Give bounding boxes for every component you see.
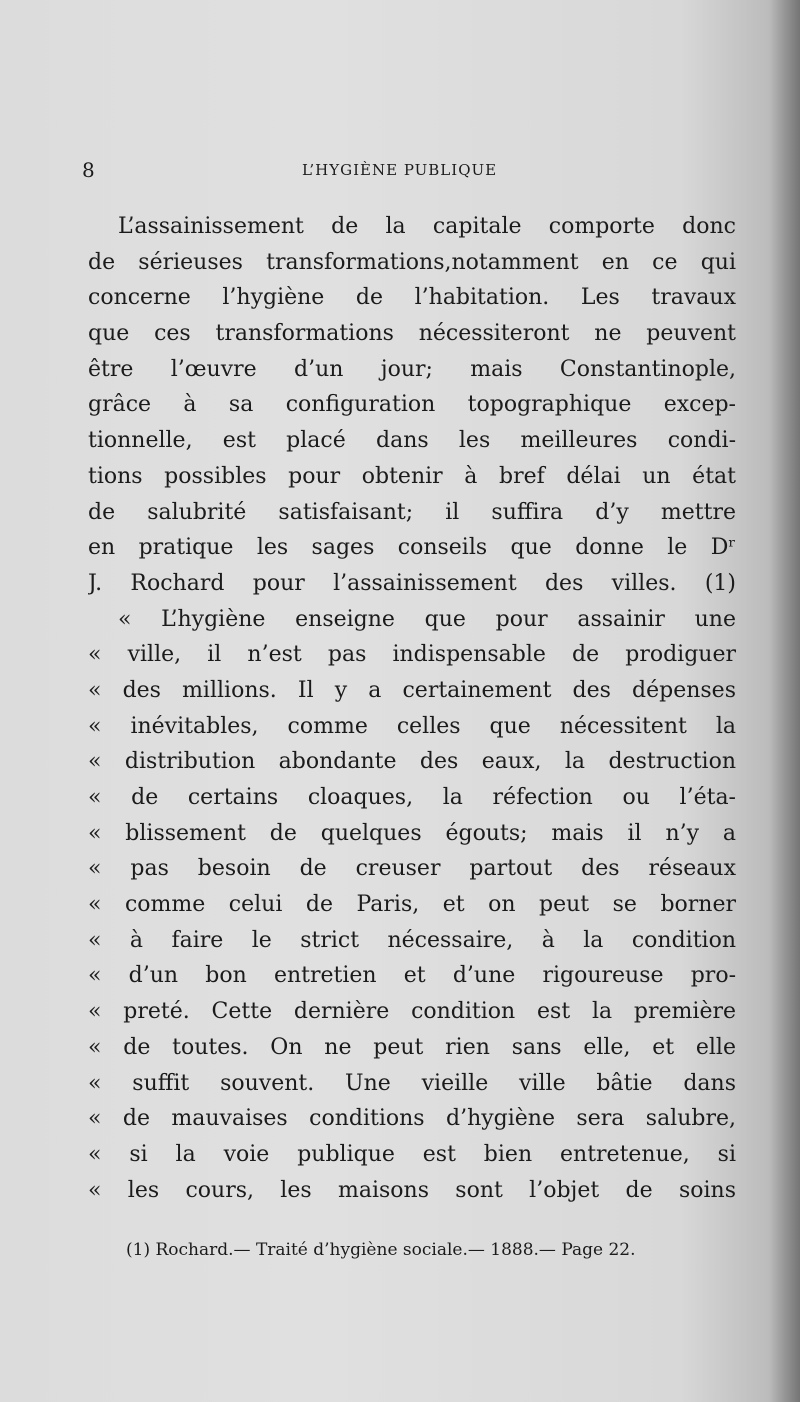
quote-line-2: « ville, il n’est pas indispensable de prodiguer: [88, 642, 736, 668]
text-line-5: être l’œuvre d’un jour; mais Constantinople,: [88, 356, 736, 382]
quote-line-5: « distribution abondante des eaux, la destruction: [88, 749, 736, 775]
running-title: L’HYGIÈNE PUBLIQUE: [302, 161, 498, 179]
quote-line-16: « si la voie publique est bien entretenue, si: [88, 1141, 736, 1167]
quote-line-15: « de mauvaises conditions d’hygiène sera salubre,: [88, 1106, 736, 1132]
text-line-9: de salubrité satisfaisant; il suffira d’y mettre: [88, 499, 736, 525]
text-line-8: tions possibles pour obtenir à bref délai un état: [88, 463, 736, 489]
text-line-10: en pratique les sages conseils que donne le Dʳ: [88, 535, 736, 561]
text-line-2: de sérieuses transformations,notamment en ce qui: [88, 249, 736, 275]
quote-line-11: « d’un bon entretien et d’une rigoureuse pro-: [88, 963, 736, 989]
quote-line-7: « blissement de quelques égouts; mais il n’y a: [88, 820, 736, 846]
text-line-1: L’assainissement de la capitale comporte donc: [118, 214, 736, 239]
quote-line-13: « de toutes. On ne peut rien sans elle, et elle: [88, 1034, 736, 1060]
quote-line-4: « inévitables, comme celles que nécessitent la: [88, 713, 736, 739]
quote-line-1: « L’hygiène enseigne que pour assainir une: [118, 606, 736, 632]
quote-line-12: « preté. Cette dernière condition est la première: [88, 999, 736, 1025]
quote-line-17: « les cours, les maisons sont l’objet de soins: [88, 1177, 736, 1203]
page-edge-shadow: [770, 0, 800, 1402]
page-number: 8: [82, 158, 95, 182]
footnote: (1) Rochard.— Traité d’hygiène sociale.— 1888.— Page 22.: [126, 1240, 636, 1260]
page-header: [82, 155, 542, 185]
text-line-4: que ces transformations nécessiteront ne peuvent: [88, 321, 736, 347]
quote-line-8: « pas besoin de creuser partout des réseaux: [88, 856, 736, 882]
quote-line-6: « de certains cloaques, la réfection ou l’éta-: [88, 785, 736, 810]
quote-line-3: « des millions. Il y a certainement des dépenses: [88, 677, 736, 703]
quote-line-10: « à faire le strict nécessaire, à la condition: [88, 927, 736, 953]
text-line-3: concerne l’hygiène de l’habitation. Les travaux: [88, 285, 736, 311]
body-text: [88, 209, 736, 1208]
text-line-7: tionnelle, est placé dans les meilleures condi-: [88, 428, 736, 454]
text-line-6: grâce à sa configuration topographique excep-: [88, 392, 736, 418]
quote-line-14: « suffit souvent. Une vieille ville bâtie dans: [88, 1070, 736, 1096]
text-line-11: J. Rochard pour l’assainissement des villes. (1): [88, 570, 736, 596]
quote-line-9: « comme celui de Paris, et on peut se borner: [88, 892, 736, 918]
